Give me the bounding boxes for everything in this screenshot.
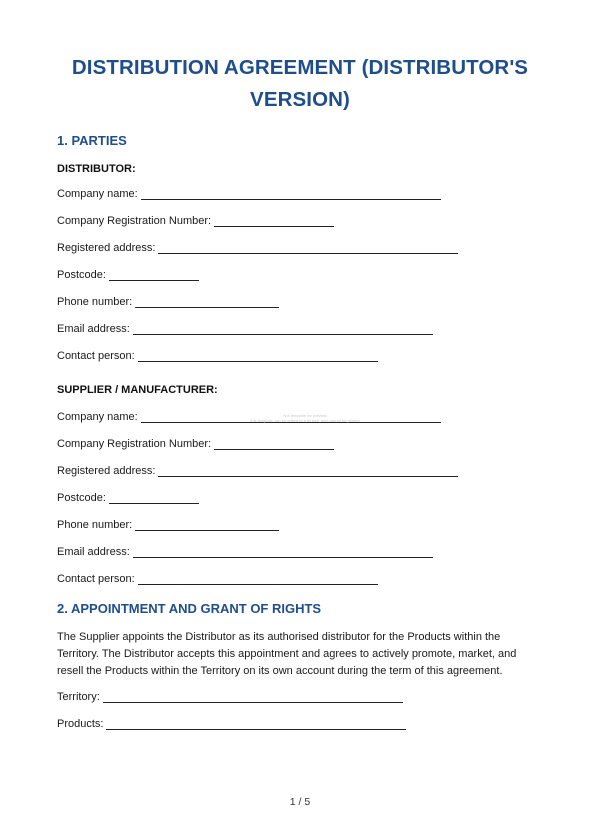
supplier-label: SUPPLIER / MANUFACTURER: [57,384,218,396]
phone-number-blank[interactable] [135,296,279,308]
territory-blank[interactable] [103,691,403,703]
company-name-blank[interactable] [141,188,441,200]
postcode-blank[interactable] [109,492,199,504]
document-title: DISTRIBUTION AGREEMENT (DISTRIBUTOR'S VERSION) [71,56,529,111]
section-heading-appointment: 2. APPOINTMENT AND GRANT OF RIGHTS [57,601,322,616]
contact-person-blank[interactable] [138,573,378,585]
products-field: Products: [57,718,406,730]
supplier-email-address-field: Email address: [57,546,433,558]
distributor-registered-address-field: Registered address: [57,242,458,254]
registered-address-blank[interactable] [158,465,458,477]
registered-address-blank[interactable] [158,242,458,254]
distributor-email-address-field: Email address: [57,323,433,335]
phone-number-blank[interactable] [135,519,279,531]
postcode-blank[interactable] [109,269,199,281]
contact-person-blank[interactable] [138,350,378,362]
email-address-blank[interactable] [133,546,433,558]
distributor-contact-person-field: Contact person: [57,350,378,362]
distributor-registration-number-field: Company Registration Number: [57,215,334,227]
distributor-label: DISTRIBUTOR: [57,163,136,175]
email-address-blank[interactable] [133,323,433,335]
supplier-phone-number-field: Phone number: [57,519,279,531]
distributor-company-name-field: Company name: [57,188,441,200]
preview-watermark: Not template for preview this template can be edited to a fill free, and cannot be printed [250,413,360,423]
supplier-company-name-field: Company name: [57,411,441,423]
section-heading-parties: 1. PARTIES [57,133,127,148]
registration-number-blank[interactable] [214,438,334,450]
products-blank[interactable] [106,718,406,730]
territory-field: Territory: [57,691,403,703]
supplier-postcode-field: Postcode: [57,492,199,504]
supplier-contact-person-field: Contact person: [57,573,378,585]
supplier-registered-address-field: Registered address: [57,465,458,477]
registration-number-blank[interactable] [214,215,334,227]
appointment-paragraph: The Supplier appoints the Distributor as its authorised distributor for the Products within the Territory. The Distributor accepts this appointment and agrees to actively promote, market, and resell the Products within the Territory on its own account during the term of this agreement. [57,631,517,677]
page-number: 1 / 5 [289,796,311,808]
distributor-postcode-field: Postcode: [57,269,199,281]
supplier-registration-number-field: Company Registration Number: [57,438,334,450]
distributor-phone-number-field: Phone number: [57,296,279,308]
